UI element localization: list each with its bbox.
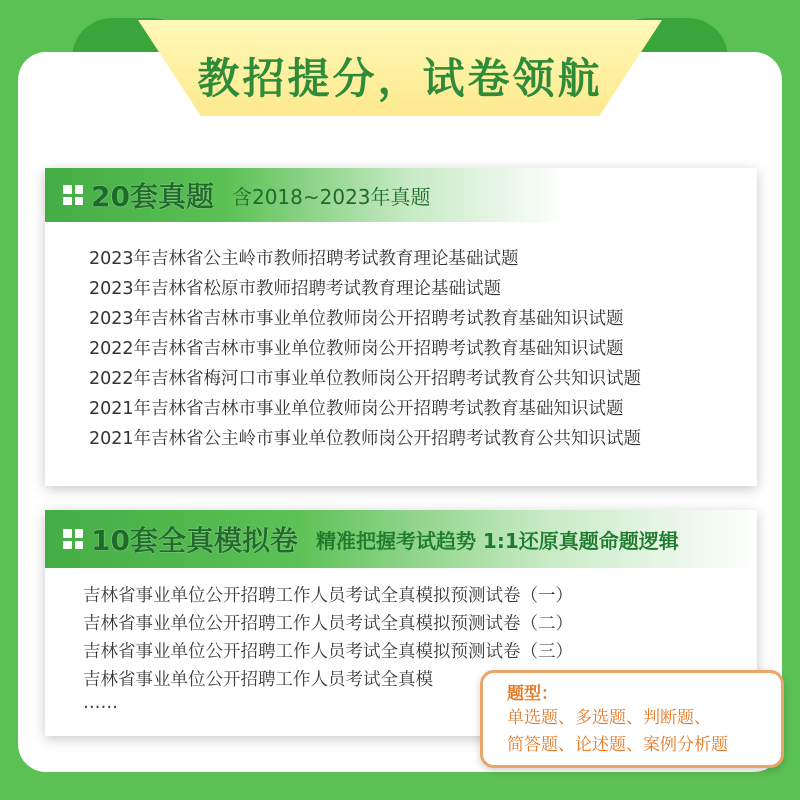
grid-icon xyxy=(63,529,83,549)
question-types-line: 简答题、论述题、案例分析题 xyxy=(507,735,728,755)
list-item: 吉林省事业单位公开招聘工作人员考试全真模 xyxy=(83,670,433,690)
list-item: 2021年吉林省吉林市事业单位教师岗公开招聘考试教育基础知识试题 xyxy=(89,399,624,419)
section-title: 10套全真模拟卷 xyxy=(91,524,298,557)
section-subtitle: 含2018~2023年真题 xyxy=(231,184,431,209)
list-item: 2021年吉林省公主岭市事业单位教师岗公开招聘考试教育公共知识试题 xyxy=(89,429,642,449)
question-types-label: 题型： xyxy=(507,684,558,704)
list-item: 2022年吉林省吉林市事业单位教师岗公开招聘考试教育基础知识试题 xyxy=(89,339,624,359)
list-item: 吉林省事业单位公开招聘工作人员考试全真模拟预测试卷（一） xyxy=(83,586,573,606)
list-item: 吉林省事业单位公开招聘工作人员考试全真模拟预测试卷（三） xyxy=(83,642,573,662)
grid-icon xyxy=(63,185,83,205)
question-types-box xyxy=(480,670,784,768)
section-real-exams xyxy=(45,168,757,486)
list-item: 2023年吉林省吉林市事业单位教师岗公开招聘考试教育基础知识试题 xyxy=(89,309,624,329)
page-title: 教招提分，试卷领航 xyxy=(197,54,603,103)
section-real-exams-header xyxy=(45,168,565,222)
list-item: 吉林省事业单位公开招聘工作人员考试全真模拟预测试卷（二） xyxy=(83,614,573,634)
list-item: 2022年吉林省梅河口市事业单位教师岗公开招聘考试教育公共知识试题 xyxy=(89,369,642,389)
question-types-line: 单选题、多选题、判断题、 xyxy=(507,708,711,728)
section-title: 20套真题 xyxy=(91,180,214,213)
list-ellipsis: …… xyxy=(83,693,118,713)
section-subtitle: 精准把握考试趋势 1:1还原真题命题逻辑 xyxy=(315,528,679,553)
section-mock-exams-header xyxy=(45,510,757,568)
list-item: 2023年吉林省松原市教师招聘考试教育理论基础试题 xyxy=(89,279,502,299)
real-exam-list xyxy=(89,244,641,454)
list-item: 2023年吉林省公主岭市教师招聘考试教育理论基础试题 xyxy=(89,249,519,269)
